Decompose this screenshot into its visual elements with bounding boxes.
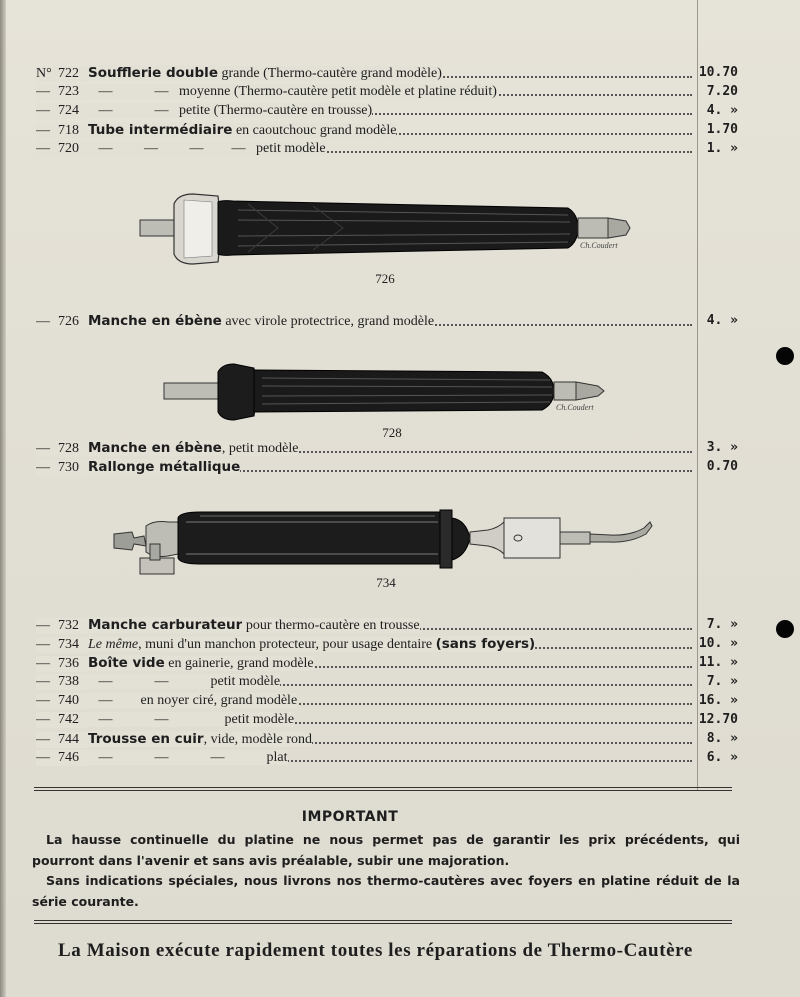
item-price: 16. » [698,693,738,708]
catalog-item-line [36,141,742,160]
item-description: pour thermo-cautère en trousse [242,618,420,633]
item-description: — — moyenne (Thermo-cautère petit modèle et platine réduit) [88,84,497,99]
item-price: 10.70 [698,65,738,80]
figure-caption-734: 734 [376,575,396,590]
engraver-signature: Ch.Coudert [580,241,618,250]
item-name: Soufflerie double [88,65,218,81]
item-prefix: — [36,618,58,634]
item-number: 742 [58,712,88,728]
item-price: 10. » [698,636,738,651]
page-edge [0,0,6,997]
item-note: (sans foyers) [435,636,536,652]
figure-caption-726: 726 [375,271,395,286]
item-number: 744 [58,732,88,748]
item-price: 7. » [706,674,738,689]
item-description: , vide, modèle rond [203,732,313,747]
item-description: grande (Thermo-cautère grand modèle) [217,66,442,81]
item-price: 3. » [706,440,738,455]
figure-caption-728: 728 [382,425,402,440]
catalog-item-line [36,712,742,731]
catalog-item-line [36,84,742,103]
item-prefix: — [36,460,58,476]
item-price: 1. » [706,141,738,156]
item-price: 8. » [706,731,738,746]
catalog-item-line [36,313,742,332]
item-prefix: — [36,84,58,100]
item-description: avec virole protectrice, grand modèle [221,314,435,329]
item-description: — — — plat [88,750,288,765]
item-name-italic: Le même [88,637,139,652]
figure-726-handle-illustration [138,190,638,270]
item-name: Manche en ébène [88,440,222,456]
item-name: Trousse en cuir [88,731,204,747]
punch-hole [776,347,794,365]
item-description: en caoutchouc grand modèle [232,123,397,138]
item-prefix: — [36,123,58,139]
item-number: 732 [58,618,88,634]
item-description: — — petite (Thermo-cautère en trousse) [88,103,373,118]
item-description: , muni d'un manchon protecteur, pour usage dentaire [138,637,436,652]
item-number: 734 [58,637,88,653]
item-description: , petit modèle [221,441,299,456]
item-number: 738 [58,674,88,690]
item-price: 11. » [698,655,738,670]
item-prefix: — [36,103,58,119]
notice-bottom-rule [34,920,732,924]
catalog-item-line [36,617,742,636]
catalog-item-line [36,731,742,750]
item-price: 7.20 [706,84,738,99]
item-prefix: — [36,141,58,157]
catalog-item-line [36,655,742,674]
item-name: Manche en ébène [88,313,222,329]
catalog-item-line [36,122,742,141]
catalog-item-line [36,674,742,693]
item-number: 723 [58,84,88,100]
item-number: 746 [58,750,88,766]
item-prefix: — [36,732,58,748]
item-price: 12.70 [698,712,738,727]
item-description: — — petit modèle [88,712,295,727]
notice-paragraph-1: La hausse continuelle du platine ne nous permet pas de garantir les prix précédents, qui pourront dans l'avenir et sans avis préalable, subir une majoration. [32,832,740,868]
punch-hole [776,620,794,638]
item-price: 1.70 [706,122,738,137]
item-price: 4. » [706,313,738,328]
item-number: 736 [58,656,88,672]
item-description: — en noyer ciré, grand modèle [88,693,298,708]
item-number: 720 [58,141,88,157]
item-number: 724 [58,103,88,119]
notice-paragraph-2: Sans indications spéciales, nous livrons nos thermo-cautères avec foyers en platine réduit de la série courante. [32,873,740,909]
item-prefix: — [36,314,58,330]
item-prefix: — [36,637,58,653]
item-prefix: N° [36,66,58,82]
catalog-item-line [36,103,742,122]
item-prefix: — [36,441,58,457]
item-description: — — petit modèle [88,674,281,689]
item-prefix: — [36,693,58,709]
item-description: — — — — petit modèle [88,141,326,156]
item-prefix: — [36,656,58,672]
item-number: 726 [58,314,88,330]
catalog-item-line [36,750,742,769]
notice-top-rule [34,787,732,791]
item-price: 7. » [706,617,738,632]
engraver-signature: Ch.Coudert [556,403,594,412]
item-name: Manche carburateur [88,617,243,633]
item-prefix: — [36,712,58,728]
footer-repair-notice: La Maison exécute rapidement toutes les réparations de Thermo-Cautère [58,940,693,961]
item-name: Tube intermédiaire [88,122,233,138]
item-prefix: — [36,750,58,766]
item-price: 0.70 [706,459,738,474]
item-name: Boîte vide [88,655,165,671]
item-number: 722 [58,66,88,82]
item-number: 718 [58,123,88,139]
item-price: 4. » [706,103,738,118]
item-price: 6. » [706,750,738,765]
figure-734-carburettor-illustration [110,506,660,578]
item-description: en gainerie, grand modèle [164,656,314,671]
catalog-item-line [36,65,742,84]
item-number: 728 [58,441,88,457]
item-name: Rallonge métallique [88,459,241,475]
item-number: 730 [58,460,88,476]
notice-title: IMPORTANT [301,809,399,825]
catalog-item-line [36,636,742,655]
catalog-item-line [36,459,742,478]
figure-728-handle-illustration [162,362,612,422]
item-prefix: — [36,674,58,690]
catalog-item-line [36,440,742,459]
catalog-item-line [36,693,742,712]
item-number: 740 [58,693,88,709]
